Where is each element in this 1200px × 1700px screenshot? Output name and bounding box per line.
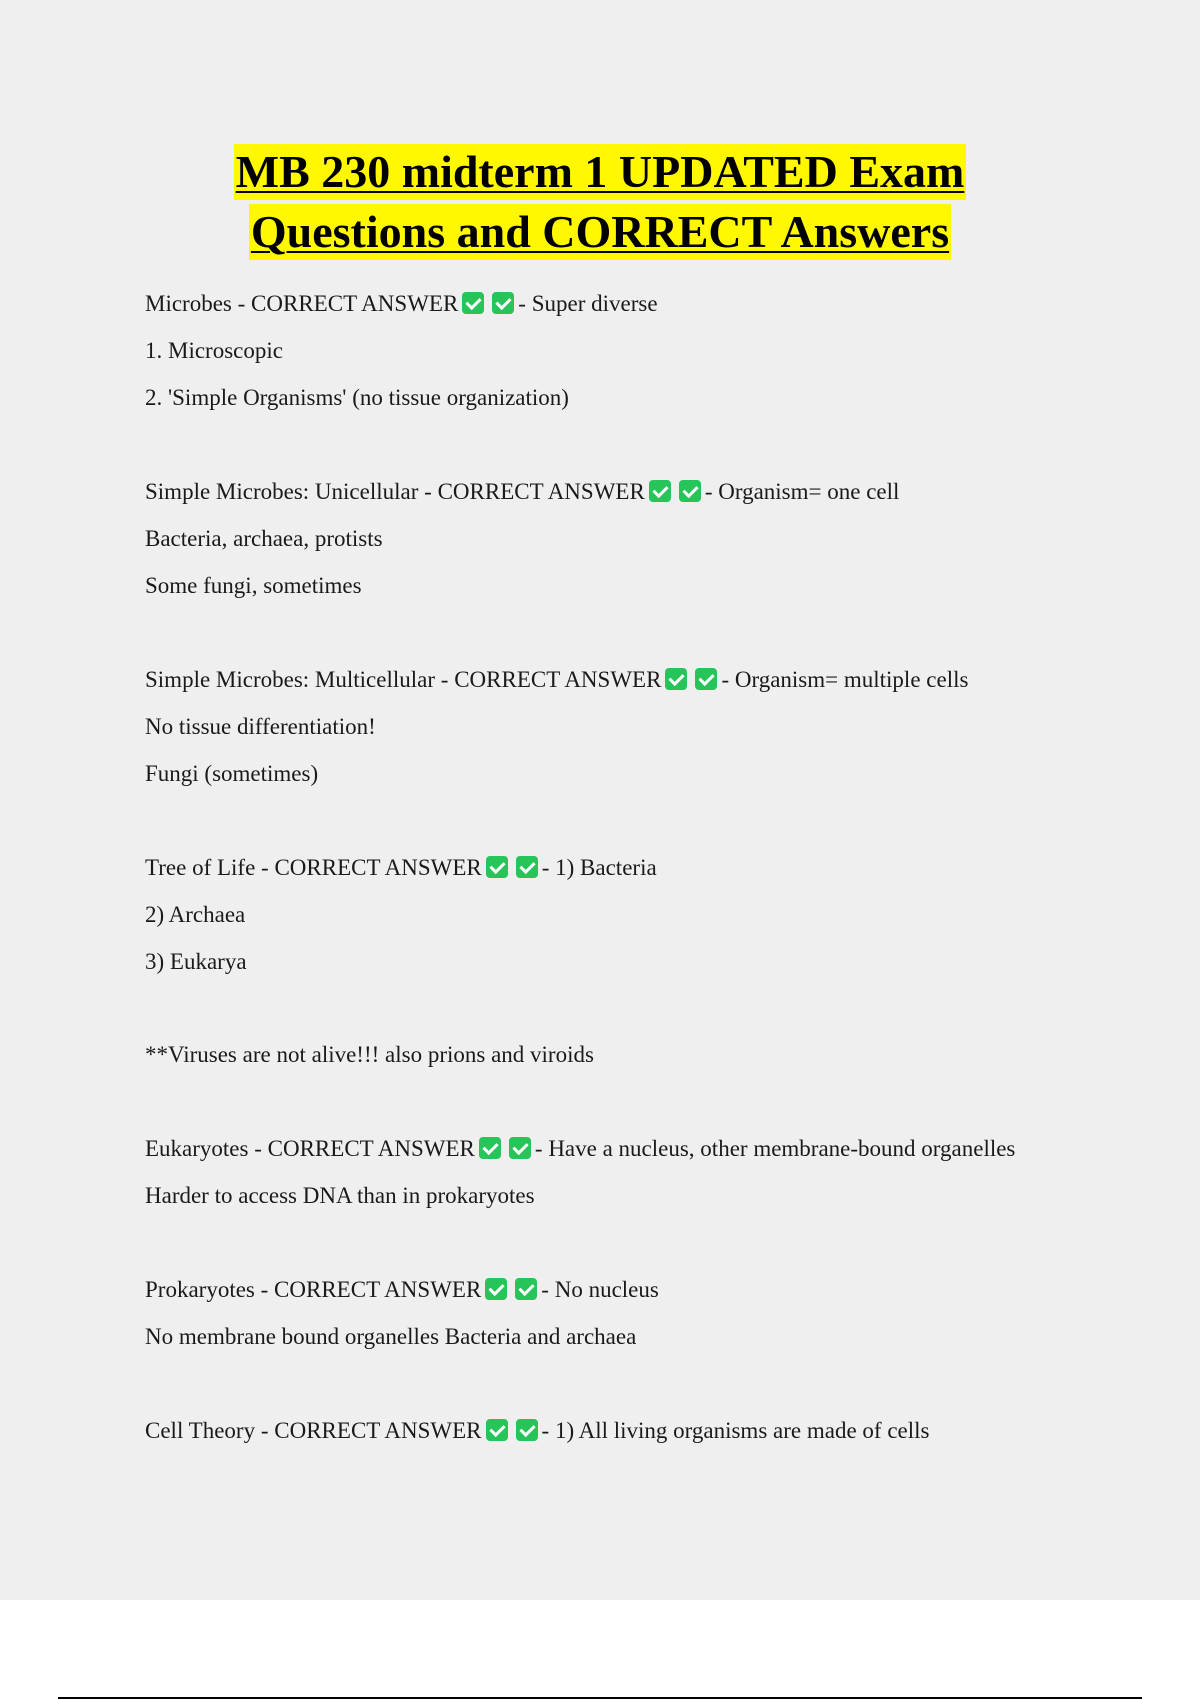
entry-detail-line: 2. 'Simple Organisms' (no tissue organization) <box>145 385 569 410</box>
qa-entry-cell-theory: Cell Theory - CORRECT ANSWER - 1) All living organisms are made of cells <box>145 1418 930 1443</box>
correct-answer-marker: CORRECT ANSWER <box>274 855 482 880</box>
green-checkbox-icon <box>486 1419 508 1441</box>
entry-detail-line: No tissue differentiation! <box>145 714 376 739</box>
entry-detail-line: Harder to access DNA than in prokaryotes <box>145 1183 535 1208</box>
green-checkbox-icon <box>509 1137 531 1159</box>
green-checkbox-icon <box>515 1278 537 1300</box>
qa-entry-tree-of-life: Tree of Life - CORRECT ANSWER - 1) Bacteria <box>145 855 657 880</box>
entry-term: Eukaryotes <box>145 1136 249 1161</box>
entry-answer: No nucleus <box>554 1277 659 1302</box>
footer-divider <box>58 1697 1142 1699</box>
correct-answer-marker: CORRECT ANSWER <box>274 1418 482 1443</box>
green-checkbox-icon <box>695 668 717 690</box>
entry-term: Simple Microbes: Unicellular <box>145 479 419 504</box>
title-line-2: Questions and CORRECT Answers <box>249 204 951 260</box>
entry-term: Simple Microbes: Multicellular <box>145 667 436 692</box>
qa-entry-multicellular: Simple Microbes: Multicellular - CORRECT ANSWER - Organism= multiple cells <box>145 667 969 692</box>
document-title <box>0 142 1200 262</box>
qa-entry-eukaryotes: Eukaryotes - CORRECT ANSWER - Have a nucleus, other membrane-bound organelles <box>145 1136 1016 1161</box>
green-checkbox-icon <box>492 292 514 314</box>
entry-note: **Viruses are not alive!!! also prions and viroids <box>145 1042 594 1067</box>
entry-answer: Organism= multiple cells <box>734 667 969 692</box>
entry-detail-line: 2) Archaea <box>145 902 246 927</box>
qa-entry-unicellular: Simple Microbes: Unicellular - CORRECT ANSWER - Organism= one cell <box>145 479 900 504</box>
entry-detail-line: Bacteria, archaea, protists <box>145 526 383 551</box>
correct-answer-marker: CORRECT ANSWER <box>454 667 662 692</box>
entry-term: Microbes <box>145 291 232 316</box>
entry-detail-line: 1. Microscopic <box>145 338 283 363</box>
entry-answer: 1) All living organisms are made of cells <box>554 1418 930 1443</box>
green-checkbox-icon <box>649 480 671 502</box>
entry-detail-line: No membrane bound organelles Bacteria and archaea <box>145 1324 637 1349</box>
qa-entry-microbes: Microbes - CORRECT ANSWER - Super diverse <box>145 291 658 316</box>
green-checkbox-icon <box>486 856 508 878</box>
qa-entry-prokaryotes: Prokaryotes - CORRECT ANSWER - No nucleus <box>145 1277 659 1302</box>
green-checkbox-icon <box>665 668 687 690</box>
entry-answer: 1) Bacteria <box>555 855 657 880</box>
entry-answer: Have a nucleus, other membrane-bound organelles <box>548 1136 1016 1161</box>
green-checkbox-icon <box>516 1419 538 1441</box>
entry-term: Cell Theory <box>145 1418 256 1443</box>
title-line-1: MB 230 midterm 1 UPDATED Exam <box>234 144 967 200</box>
green-checkbox-icon <box>479 1137 501 1159</box>
entry-answer: Organism= one cell <box>718 479 900 504</box>
green-checkbox-icon <box>462 292 484 314</box>
correct-answer-marker: CORRECT ANSWER <box>251 291 459 316</box>
entry-detail-line: Fungi (sometimes) <box>145 761 319 786</box>
entry-term: Tree of Life <box>145 855 256 880</box>
entry-term: Prokaryotes <box>145 1277 255 1302</box>
correct-answer-marker: CORRECT ANSWER <box>267 1136 475 1161</box>
correct-answer-marker: CORRECT ANSWER <box>274 1277 482 1302</box>
entry-detail-line: 3) Eukarya <box>145 949 247 974</box>
entry-answer: Super diverse <box>531 291 658 316</box>
qa-content <box>145 280 1105 1454</box>
correct-answer-marker: CORRECT ANSWER <box>437 479 645 504</box>
entry-detail-line: Some fungi, sometimes <box>145 573 362 598</box>
green-checkbox-icon <box>679 480 701 502</box>
green-checkbox-icon <box>485 1278 507 1300</box>
green-checkbox-icon <box>516 856 538 878</box>
